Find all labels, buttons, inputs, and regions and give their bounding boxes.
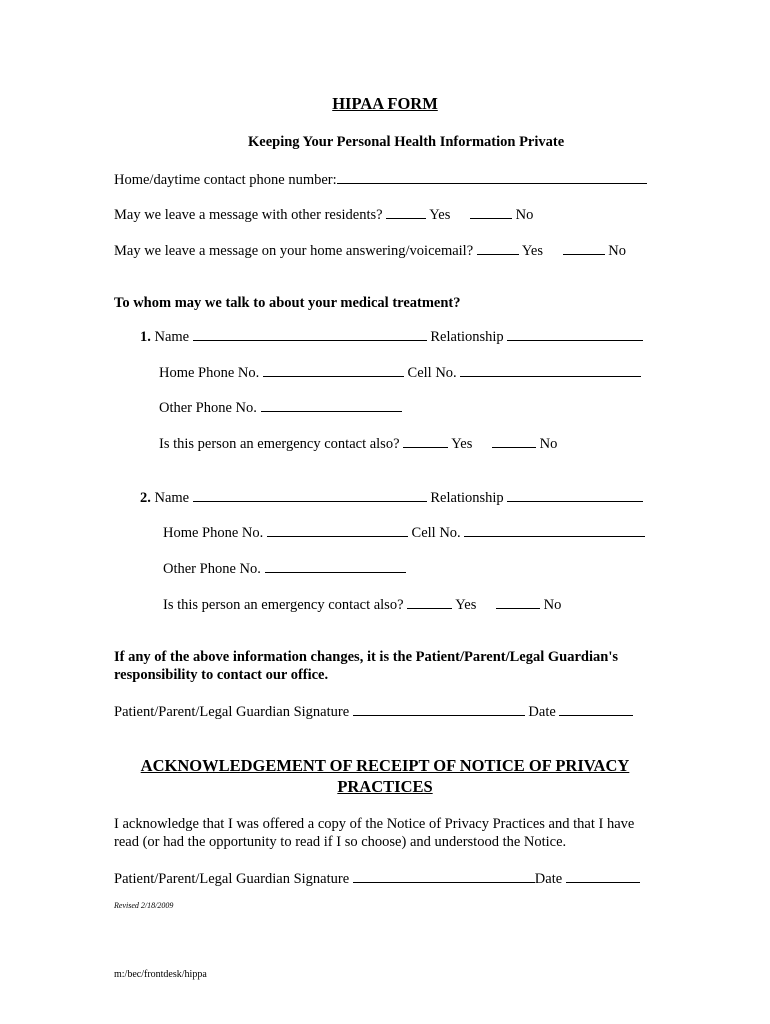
residents-no-blank[interactable]: [470, 205, 512, 219]
contact-1-emergency-question: Is this person an emergency contact also?: [159, 436, 400, 452]
signature-row-2: [114, 869, 640, 888]
revised-note: Revised 2/18/2009: [114, 901, 174, 910]
contact-2-name-row: [140, 488, 643, 507]
signature-field-1[interactable]: [353, 702, 525, 716]
contact-2-number: 2.: [140, 490, 151, 506]
contact-1-cell-field[interactable]: [460, 363, 641, 377]
signature-label-1: Patient/Parent/Legal Guardian Signature: [114, 704, 350, 720]
date-field-2[interactable]: [566, 869, 640, 883]
contact-2-home-phone-label: Home Phone No.: [163, 525, 264, 541]
date-label-1: Date: [528, 704, 556, 720]
changes-notice-line2: responsibility to contact our office.: [114, 667, 329, 683]
contact-1-emergency-yes-blank[interactable]: [403, 434, 448, 448]
voicemail-question: May we leave a message on your home answering/voicemail?: [114, 243, 474, 259]
ack-text-line2: read (or had the opportunity to read if I so choose) and understood the Notice.: [114, 834, 567, 850]
phone-row: [114, 170, 647, 189]
contact-1-other-row: [159, 398, 402, 417]
voicemail-row: [114, 241, 626, 260]
contact-2-other-phone-label: Other Phone No.: [163, 561, 261, 577]
voicemail-yes-label: Yes: [521, 243, 543, 259]
contact-1-relationship-field[interactable]: [507, 327, 643, 341]
ack-text-line1: I acknowledge that I was offered a copy of the Notice of Privacy Practices and that I have: [114, 816, 635, 832]
residents-yes-label: Yes: [429, 207, 451, 223]
contact-1-emergency-no-blank[interactable]: [492, 434, 536, 448]
date-label-2: Date: [534, 871, 563, 887]
residents-row: [114, 205, 533, 224]
signature-row-1: [114, 702, 633, 721]
contact-2-emergency-yes-blank[interactable]: [407, 595, 452, 609]
phone-field[interactable]: [337, 170, 647, 184]
contact-2-name-label: Name: [154, 490, 190, 506]
form-title: HIPAA FORM: [332, 94, 438, 113]
signature-field-2[interactable]: [353, 869, 535, 883]
changes-notice-line1: If any of the above information changes, it is the Patient/Parent/Legal Guardian's: [114, 649, 619, 665]
contact-1-relationship-label: Relationship: [430, 329, 504, 345]
contact-1-emergency-no-label: No: [539, 436, 558, 452]
contact-2-emergency-question: Is this person an emergency contact also?: [163, 597, 404, 613]
residents-no-label: No: [515, 207, 534, 223]
ack-title-line2: PRACTICES: [337, 777, 433, 796]
contact-2-name-field[interactable]: [193, 488, 427, 502]
date-field-1[interactable]: [559, 702, 633, 716]
residents-question: May we leave a message with other residents?: [114, 207, 383, 223]
contact-2-emergency-no-blank[interactable]: [496, 595, 540, 609]
form-subtitle: Keeping Your Personal Health Information Private: [248, 134, 565, 150]
contact-2-cell-label: Cell No.: [411, 525, 461, 541]
contact-1-phone-row: [159, 363, 641, 382]
signature-label-2: Patient/Parent/Legal Guardian Signature: [114, 871, 350, 887]
contact-1-emergency-row: [159, 434, 557, 453]
contact-1-emergency-yes-label: Yes: [451, 436, 473, 452]
contact-2-emergency-row: [163, 595, 561, 614]
ack-title-line1: ACKNOWLEDGEMENT OF RECEIPT OF NOTICE OF PRIVACY: [140, 756, 630, 775]
contact-2-other-row: [163, 559, 406, 578]
voicemail-no-label: No: [608, 243, 626, 259]
contact-1-number: 1.: [140, 329, 151, 345]
contact-1-name-field[interactable]: [193, 327, 427, 341]
contact-1-cell-label: Cell No.: [407, 365, 457, 381]
footer-file-path: m:/bec/frontdesk/hippa: [114, 969, 207, 980]
contact-2-relationship-label: Relationship: [430, 490, 504, 506]
phone-label: Home/daytime contact phone number:: [114, 172, 337, 188]
voicemail-yes-blank[interactable]: [477, 241, 519, 255]
contact-2-cell-field[interactable]: [464, 523, 645, 537]
residents-yes-blank[interactable]: [386, 205, 426, 219]
contact-1-home-phone-field[interactable]: [263, 363, 404, 377]
contact-1-other-phone-field[interactable]: [261, 398, 402, 412]
contact-1-other-phone-label: Other Phone No.: [159, 400, 257, 416]
contact-2-relationship-field[interactable]: [507, 488, 643, 502]
contact-2-home-phone-field[interactable]: [267, 523, 408, 537]
contact-1-name-row: [140, 327, 643, 346]
contact-1-name-label: Name: [154, 329, 190, 345]
contact-1-home-phone-label: Home Phone No.: [159, 365, 260, 381]
contact-2-other-phone-field[interactable]: [265, 559, 406, 573]
contact-2-emergency-no-label: No: [543, 597, 562, 613]
contact-2-phone-row: [163, 523, 645, 542]
whom-heading: To whom may we talk to about your medical treatment?: [114, 295, 461, 311]
contact-2-emergency-yes-label: Yes: [455, 597, 477, 613]
voicemail-no-blank[interactable]: [563, 241, 605, 255]
